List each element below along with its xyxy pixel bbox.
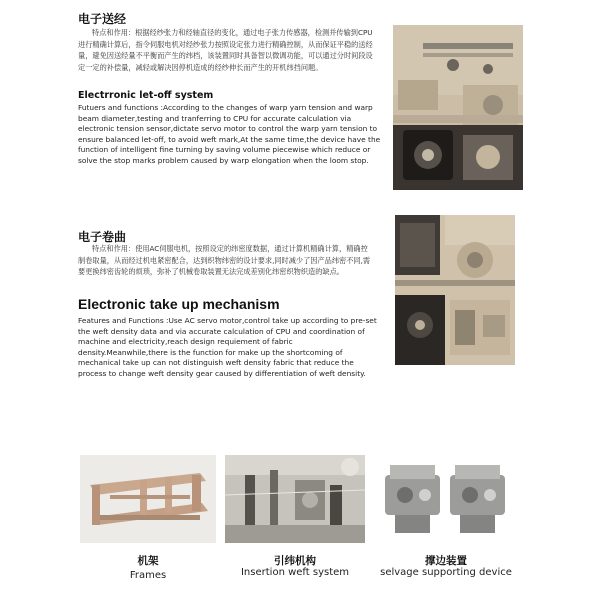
frames-illustration [80,455,216,543]
letoff-body-en: Futuers and functions :According to the changes of warp yarn tension and warp beam diameter,testing and tranferring to CPU for accurate calculation via electronic tension sensor,dictate servo motor to control the warp yarn tension to ensure balanced let-off, to avoid weft mark,At the same time,the device have the function of intelligent fine turning by saving volume piecewise which reduce or solve the stop marks problem caused by warp elongation when the loom stop. [78,103,381,165]
letoff-title-cn: 电子送经 [78,12,127,26]
selvage-caption-en: selvage supporting device [380,567,512,578]
frames-photo [80,455,216,543]
takeup-body-cn: 特点和作用：使用AC伺服电机，按照设定的纬密度数据，通过计算机精确计算，精确控制卷取量，从而经过机电紧密配合，达到织物纬密的设计要求,同时减少了因产品纬密不同,需要更换纬密齿轮的烦琐，弥补了机械卷取装置无法完成差别化纬密织物织造的缺点。 [78,244,371,276]
insertion-weft-caption-cn: 引纬机构 [274,555,316,567]
frames-caption-cn: 机架 [137,555,159,567]
takeup-body-en: Features and Functions :Use AC servo motor,control take up according to pre-set the weft density data and via accurate calculation of CPU and coordination of machine and electricity,reach design requiement of fabric density.Meanwhile,there is the function for make up the shortcoming of mechanical take up can not distinguish weft density fabric that reduce the process to change weft density gear caused by differentiation of weft density. [78,316,377,378]
selvage-illustration [375,455,517,543]
insertion-weft-caption-en: Insertion weft system [240,567,350,578]
takeup-photo [395,215,515,365]
selvage-caption-cn: 撑边装置 [425,555,467,567]
takeup-title-cn: 电子卷曲 [78,230,127,244]
selvage-photo [375,455,517,543]
takeup-title-en: Electronic take up mechanism [78,296,280,312]
letoff-machine-illustration [393,25,523,190]
letoff-photo [393,25,523,190]
insertion-weft-illustration [225,455,365,543]
takeup-machine-illustration [395,215,515,365]
letoff-body-cn: 特点和作用：根据经纱张力和经轴直径的变化，通过电子张力传感器，检测并传输到CPU进行精确计算后，指令伺服电机对经纱张力按照设定张力进行精确控制，从而保证平稳的送经量，避免因送经量不平衡而产生的纬档，该装置同时具备智以微调功能，可以通过分时间段设定一定的补偿量，减轻或解决因停机造成的经纱伸长而产生的开机纬挡问题。 [78,28,373,72]
letoff-title-en: Electrronic let-off system [78,90,214,101]
frames-caption-en: Frames [129,570,167,581]
insertion-weft-photo [225,455,365,543]
